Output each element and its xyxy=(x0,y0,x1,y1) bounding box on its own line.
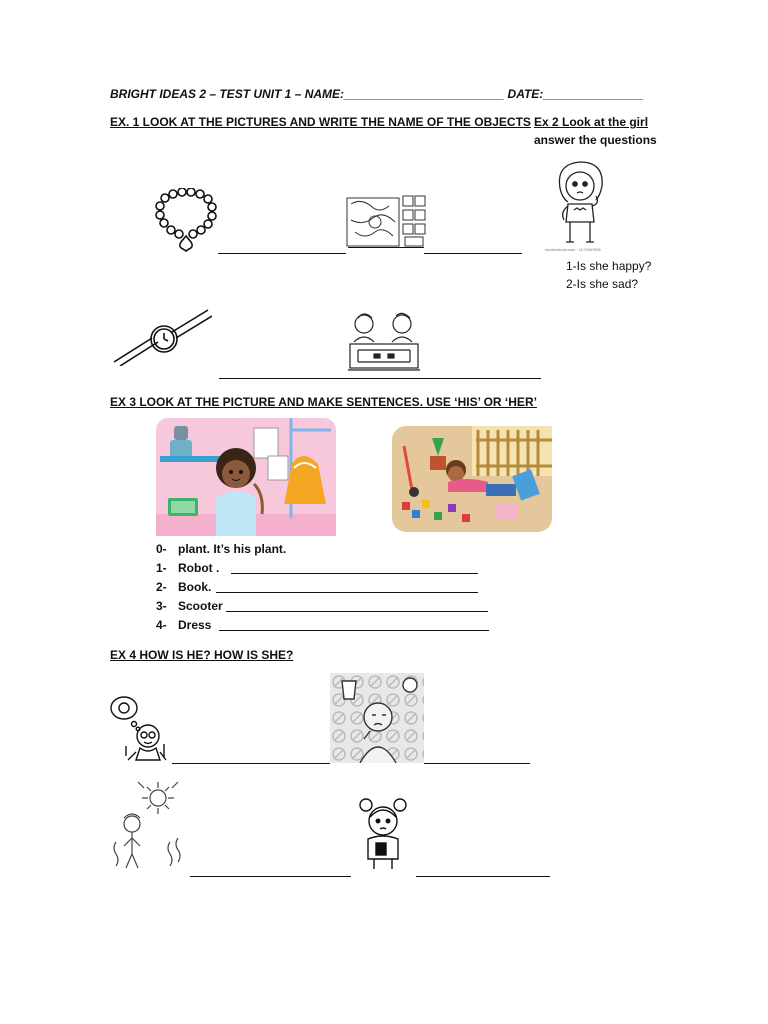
stock-caption: shutterstock.com · 1171587635 xyxy=(545,247,601,252)
necklace-picture xyxy=(155,188,217,252)
ex4-answer-blank-2[interactable] xyxy=(424,763,530,764)
thinking-girl-picture xyxy=(546,158,616,248)
answer-blank-necklace[interactable] xyxy=(218,253,346,254)
ex3-item-3-num: 3- xyxy=(156,599,167,613)
ex4-answer-blank-3[interactable] xyxy=(190,876,351,877)
ex2-instruction: Ex 2 Look at the girl xyxy=(534,115,649,129)
thirsty-person-picture xyxy=(330,673,424,763)
ex3-instruction: EX 3 LOOK AT THE PICTURE AND MAKE SENTENCES. USE ‘HIS’ OR ‘HER’ xyxy=(110,395,537,409)
ex3-item-4-num: 4- xyxy=(156,618,167,632)
ex2-question-1: 1-Is she happy? xyxy=(566,259,652,273)
girl-with-dress-picture xyxy=(156,418,336,536)
ex3-item-4 xyxy=(156,618,211,632)
ex3-item-4-text: Dress xyxy=(178,618,212,632)
ex3-item-1 xyxy=(156,561,219,575)
puzzle-picture xyxy=(345,192,427,250)
ex4-instruction: EX 4 HOW IS HE? HOW IS SHE? xyxy=(110,648,294,662)
ex3-item-3-text: Scooter xyxy=(178,599,223,613)
answer-blank-watch[interactable] xyxy=(219,378,347,379)
ex3-item-0 xyxy=(156,542,286,556)
ex2-subtitle: answer the questions xyxy=(534,133,657,147)
answer-blank-board-game[interactable] xyxy=(421,378,541,379)
ex3-item-2 xyxy=(156,580,211,594)
ex3-item-0-text: plant. It’s his plant. xyxy=(178,542,287,556)
ex4-answer-blank-4[interactable] xyxy=(416,876,550,877)
ex3-item-1-text: Robot . xyxy=(178,561,220,575)
ex3-item-3 xyxy=(156,599,223,613)
boy-with-toys-picture xyxy=(392,426,552,532)
ex3-item-0-num: 0- xyxy=(156,542,167,556)
board-game-picture xyxy=(344,308,424,376)
ex3-answer-blank-2[interactable] xyxy=(216,592,478,593)
ex3-item-2-text: Book. xyxy=(178,580,212,594)
ex4-answer-blank-1[interactable] xyxy=(172,763,330,764)
worried-girl-picture xyxy=(354,795,414,871)
hungry-boy-picture xyxy=(108,694,170,764)
ex3-answer-blank-1[interactable] xyxy=(231,573,478,574)
ex3-answer-blank-4[interactable] xyxy=(219,630,489,631)
answer-blank-board-part[interactable] xyxy=(347,378,421,379)
watch-picture xyxy=(112,308,212,366)
ex3-answer-blank-3[interactable] xyxy=(226,611,488,612)
ex2-question-2: 2-Is she sad? xyxy=(566,277,639,291)
answer-blank-puzzle[interactable] xyxy=(424,253,522,254)
ex1-instruction: EX. 1 LOOK AT THE PICTURES AND WRITE THE NAME OF THE OBJECTS xyxy=(110,115,531,129)
ex3-item-1-num: 1- xyxy=(156,561,167,575)
answer-blank-puzzle-part[interactable] xyxy=(348,247,424,248)
ex3-item-2-num: 2- xyxy=(156,580,167,594)
worksheet-title: BRIGHT IDEAS 2 – TEST UNIT 1 – NAME:________________________ DATE:_______________ xyxy=(110,87,644,101)
hot-boy-picture xyxy=(110,778,186,872)
